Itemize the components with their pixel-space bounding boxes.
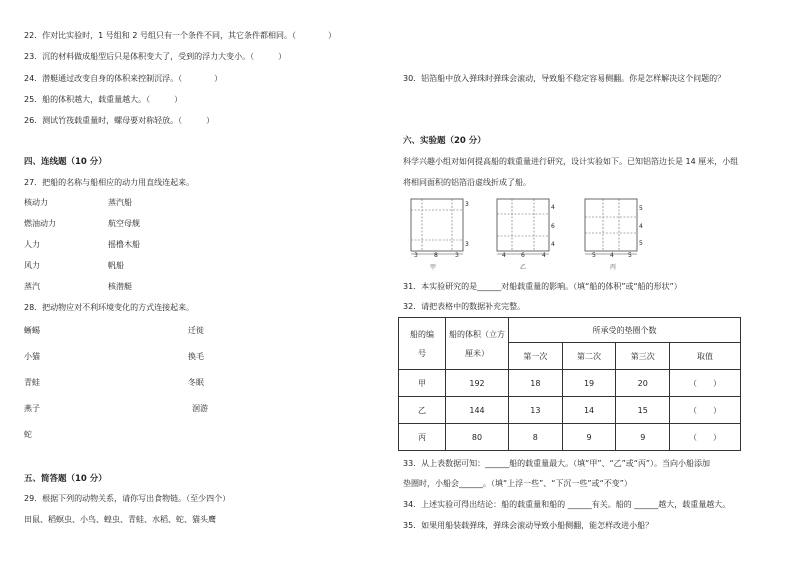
bing-label: 丙 (610, 264, 617, 271)
question-35: 35．如果用船装载弹珠，弹珠会滚动导致小船侧翻，能怎样改进小船？ (403, 521, 654, 530)
bing-bottom-1: 5 (592, 252, 596, 259)
experiment-intro-line2: 将相同面积的铝箔沿虚线折成了船。 (403, 178, 531, 187)
answer-blank[interactable]: （ ） (670, 424, 741, 451)
bing-bottom-2: 4 (610, 252, 614, 259)
q27-right-5: 核潜艇 (108, 282, 132, 291)
section-6-heading: 六、实验题（20 分） (403, 136, 486, 146)
foil-diagram-jia (410, 198, 466, 258)
table-row: 丙 80 8 9 9 （ ） (399, 424, 741, 451)
question-32: 32．请把表格中的数据补充完整。 (403, 302, 526, 311)
yi-side-bottom: 4 (551, 241, 555, 248)
jia-bottom-2: 8 (434, 252, 438, 259)
yi-side-mid: 6 (551, 223, 555, 230)
q27-right-3: 摇橹木船 (108, 240, 140, 249)
q27-left-2: 燃油动力 (24, 219, 56, 228)
table-row: 乙 144 13 14 15 （ ） (399, 397, 741, 424)
foil-diagram-yi (496, 198, 552, 258)
q28-right-1: 迁徙 (188, 326, 204, 335)
header-trial-3: 第三次 (616, 343, 670, 370)
q27-right-1: 蒸汽船 (108, 198, 132, 207)
question-29: 29．根据下列的动物关系，请你写出食物链。（至少四个） (24, 494, 231, 503)
yi-side-top: 4 (551, 204, 555, 211)
header-trial-1: 第一次 (509, 343, 563, 370)
question-34: 34．上述实验可得出结论：船的载重量和船的 ______有关。船的 ______越大，载重量越大。 (403, 500, 731, 509)
jia-side-label-2: 3 (465, 241, 469, 248)
q28-left-1: 蜥蜴 (24, 326, 40, 335)
table-row: 甲 192 18 19 20 （ ） (399, 370, 741, 397)
q28-left-2: 小猫 (24, 352, 40, 361)
bing-side-top: 5 (639, 205, 643, 212)
question-26: 26．测试竹筏载重量时，螺母要对称轻放。（ ） (24, 116, 215, 125)
q28-left-5: 蛇 (24, 430, 32, 439)
jia-bottom-3: 3 (455, 252, 459, 259)
q28-right-3: 冬眠 (188, 378, 204, 387)
q27-right-4: 帆船 (108, 261, 124, 270)
question-22: 22．作对比实验时，1 号组和 2 号组只有一个条件不同，其它条件都相同。（ ） (24, 31, 336, 40)
bing-bottom-3: 5 (628, 252, 632, 259)
q28-left-3: 青蛙 (24, 378, 40, 387)
jia-side-label: 3 (465, 201, 469, 208)
q27-left-3: 人力 (24, 240, 40, 249)
question-23: 23．沉的材料做成船型后只是体积变大了，受到的浮力大变小。（ ） (24, 52, 287, 61)
bing-side-bottom: 5 (639, 240, 643, 247)
question-27: 27．把船的名称与船相应的动力用直线连起来。 (24, 178, 195, 187)
q28-left-4: 燕子 (24, 404, 40, 413)
question-33-line2: 垫圈时，小船会______。（填“上浮一些”、“下沉一些”或“不变”） (403, 479, 632, 488)
experiment-intro-line1: 科学兴趣小组对如何提高船的载重量进行研究，设计实验如下。已知铝箔边长是 14 厘米，小组 (403, 157, 739, 166)
q27-left-5: 蒸汽 (24, 282, 40, 291)
header-washers: 所承受的垫圈个数 (509, 318, 741, 343)
answer-blank[interactable]: （ ） (670, 397, 741, 424)
yi-bottom-3: 4 (542, 252, 546, 259)
jia-bottom-1: 3 (414, 252, 418, 259)
section-5-heading: 五、简答题（10 分） (24, 474, 107, 484)
header-volume: 船的体积（立方 厘米） (446, 318, 509, 370)
yi-label: 乙 (520, 264, 527, 271)
question-31: 31．本实验研究的是______对船载重量的影响。（填“船的体积”或“船的形状”） (403, 282, 682, 291)
data-table (398, 317, 741, 451)
q27-left-4: 风力 (24, 261, 40, 270)
q27-right-2: 航空母舰 (108, 219, 140, 228)
header-trial-2: 第二次 (562, 343, 616, 370)
q29-organisms: 田鼠、稻螟虫、小鸟、蝗虫、青蛙、水稻、蛇、猫头鹰 (24, 515, 216, 524)
q28-right-4: 洄游 (192, 404, 208, 413)
answer-blank[interactable]: （ ） (670, 370, 741, 397)
question-33-line1: 33．从上表数据可知：______船的载重量最大。（填“甲”、“乙”或“丙”）。当向小船添加 (403, 459, 711, 468)
question-25: 25．船的体积越大，载重量越大。（ ） (24, 95, 183, 104)
q28-right-2: 换毛 (188, 352, 204, 361)
question-28: 28．把动物应对不利环境变化的方式连接起来。 (24, 303, 195, 312)
section-4-heading: 四、连线题（10 分） (24, 157, 107, 167)
question-30: 30．铝箔船中放入弹珠时弹珠会滚动，导致船不稳定容易侧翻。你是怎样解决这个问题的？ (403, 74, 726, 83)
question-24: 24．潜艇通过改变自身的体积来控制沉浮。（ ） (24, 74, 223, 83)
foil-diagram-bing (584, 198, 640, 258)
header-boat-id: 船的编 号 (399, 318, 446, 370)
bing-side-mid: 4 (639, 223, 643, 230)
jia-label: 甲 (430, 264, 437, 271)
q27-left-1: 核动力 (24, 198, 48, 207)
yi-bottom-2: 6 (521, 252, 525, 259)
yi-bottom-1: 4 (502, 252, 506, 259)
header-value: 取值 (670, 343, 741, 370)
